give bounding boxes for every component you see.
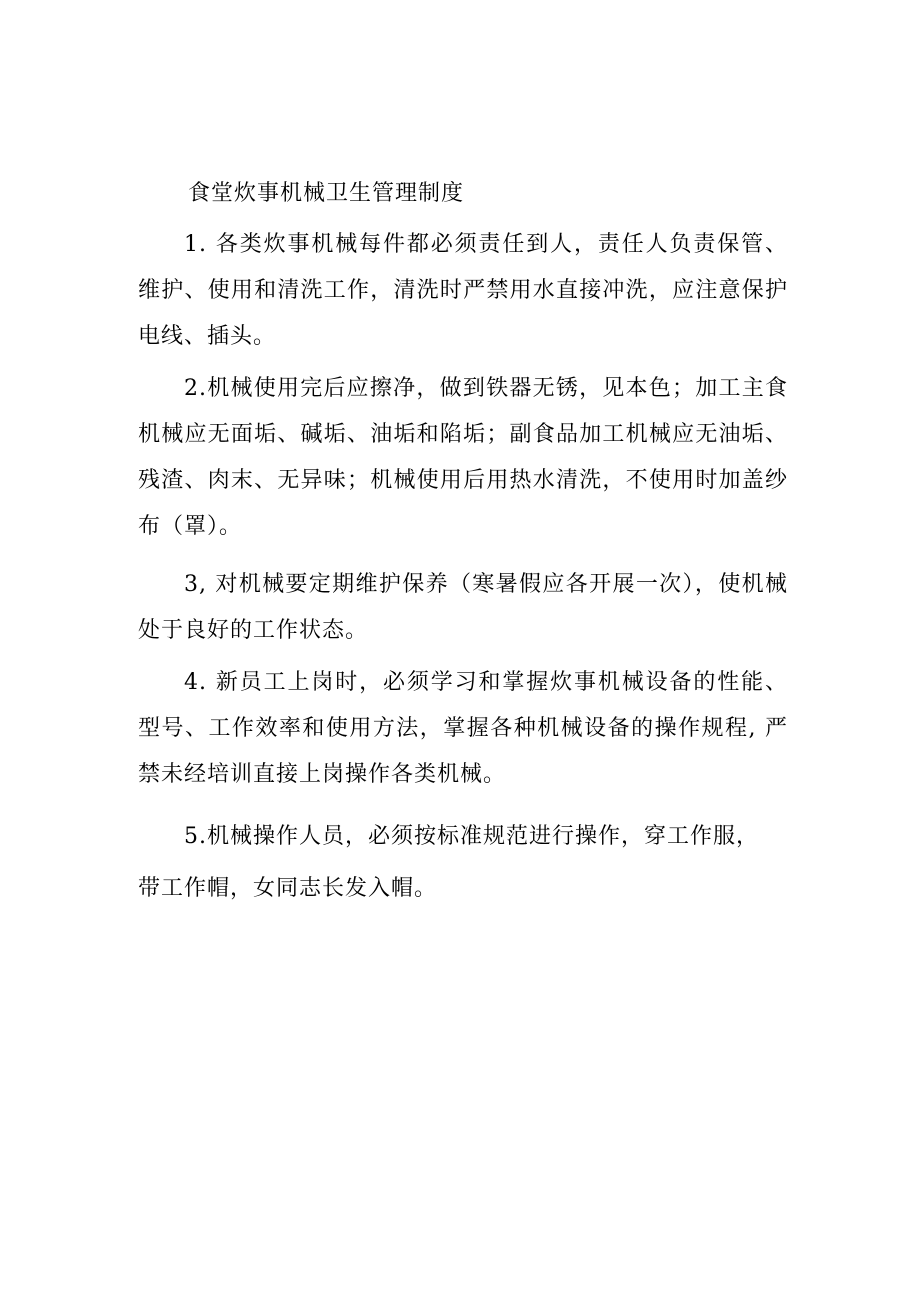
document-title: 食堂炊事机械卫生管理制度 [188,181,465,206]
paragraph-4: 4. 新员工上岗时，必须学习和掌握炊事机械设备的性能、型号、工作效率和使用方法，掌握各种机械设备的操作规程, 严禁未经培训直接上岗操作各类机械。 [138,670,788,787]
paragraph-5-line-2: 带工作帽，女同志长发入帽。 [138,876,438,901]
paragraph-3: 3, 对机械要定期维护保养（寒暑假应各开展一次），使机械处于良好的工作状态。 [138,572,788,643]
paragraph-1: 1. 各类炊事机械每件都必须责任到人，责任人负责保管、维护、使用和清洗工作，清洗时严禁用水直接冲洗，应注意保护电线、插头。 [138,232,788,349]
paragraph-5-line-1: 5.机械操作人员，必须按标准规范进行操作，穿工作服， [184,824,759,849]
paragraph-2: 2.机械使用完后应擦净，做到铁器无锈，见本色；加工主食机械应无面垢、碱垢、油垢和陷垢；副食品加工机械应无油垢、残渣、肉末、无异味；机械使用后用热水清洗，不使用时加盖纱布（罩）。 [138,376,788,539]
